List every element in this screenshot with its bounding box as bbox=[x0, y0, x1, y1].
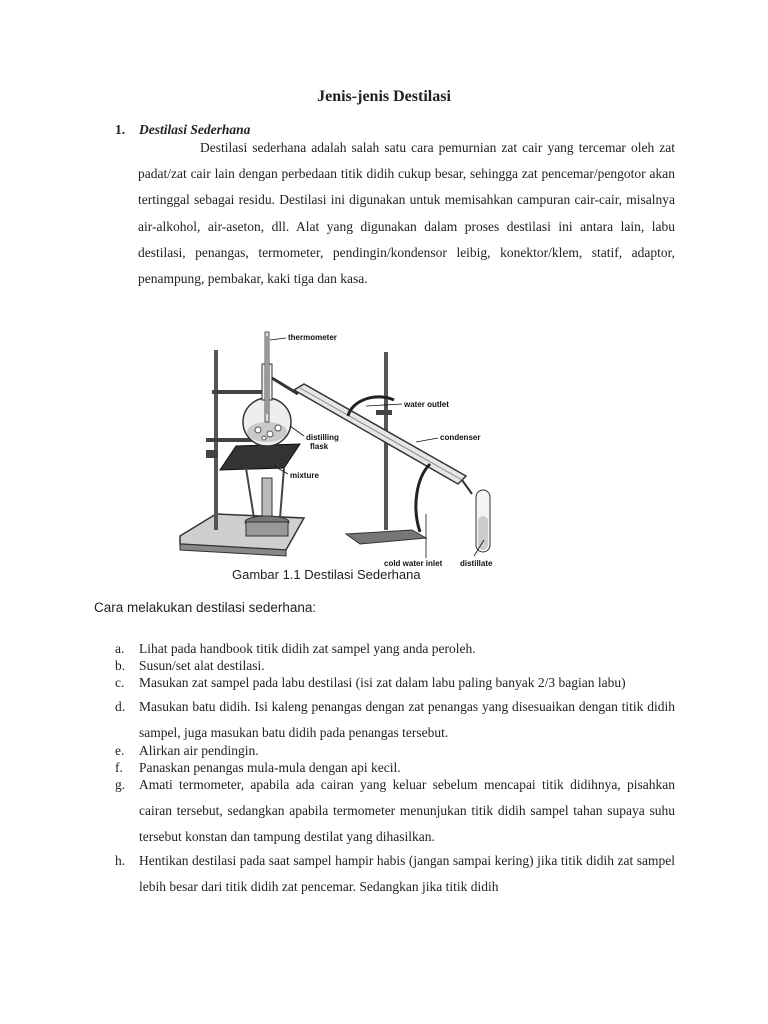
list-item-text: Amati termometer, apabila ada cairan yang keluar sebelum mencapai titik didihnya, pisahkan cairan tersebut, sedangkan apabila termometer menunjukan titik didih sampel tahan supaya suhu tersebut konstan dan tampung destilat yang dihasilkan. bbox=[139, 777, 675, 844]
list-item-letter: b. bbox=[115, 658, 126, 673]
list-item-letter: f. bbox=[115, 760, 123, 775]
list-item bbox=[115, 772, 675, 850]
list-item-letter: e. bbox=[115, 743, 125, 758]
label-condenser: condenser bbox=[440, 433, 481, 442]
label-mixture: mixture bbox=[290, 471, 319, 480]
list-item-text: Lihat pada handbook titik didih zat sampel yang anda peroleh. bbox=[139, 641, 476, 656]
list-item bbox=[115, 694, 675, 746]
list-item-letter: c. bbox=[115, 675, 125, 690]
label-cold-water-inlet: cold water inlet bbox=[384, 559, 443, 568]
list-item-text: Susun/set alat destilasi. bbox=[139, 658, 265, 673]
label-thermometer: thermometer bbox=[288, 333, 337, 342]
steps-list bbox=[115, 640, 675, 900]
list-item-letter: d. bbox=[115, 699, 126, 714]
label-water-outlet: water outlet bbox=[404, 400, 449, 409]
steps-intro: Cara melakukan destilasi sederhana: bbox=[94, 600, 317, 615]
section-number: 1. bbox=[115, 122, 126, 137]
section-heading-text: Destilasi Sederhana bbox=[139, 122, 251, 137]
list-item-text: Hentikan destilasi pada saat sampel hampir habis (jangan sampai kering) jika titik didih zat sampel lebih besar dari titik didih zat pencemar. Sedangkan jika titik didih bbox=[139, 853, 675, 894]
section-paragraph: Destilasi sederhana adalah salah satu cara pemurnian zat cair yang tercemar oleh zat padat/zat cair lain dengan perbedaan titik didih cukup besar, sehingga zat pencemar/pengotor akan tertinggal sebagai residu. Destilasi ini digunakan untuk memisahkan campuran cair-cair, misalnya air-alkohol, air-aseton, dll. Alat yang digunakan dalam proses destilasi ini antara lain, labu destilasi, penangas, termometer, pendingin/kondensor leibig, konektor/klem, statif, adaptor, penampung, pembakar, kaki tiga dan kasa. bbox=[138, 140, 675, 287]
list-item-text: Masukan zat sampel pada labu destilasi (isi zat dalam labu paling banyak 2/3 bagian labu) bbox=[139, 675, 626, 690]
document-title: Jenis-jenis Destilasi bbox=[317, 88, 451, 105]
list-item-text: Masukan batu didih. Isi kaleng penangas dengan zat penangas yang disesuaikan dengan titik didih sampel, juga masukan batu didih pada penangas tersebut. bbox=[139, 699, 675, 740]
list-item bbox=[115, 670, 675, 696]
label-distillate: distillate bbox=[460, 559, 493, 568]
list-item-letter: a. bbox=[115, 641, 125, 656]
figure-caption: Gambar 1.1 Destilasi Sederhana bbox=[232, 567, 421, 582]
label-flask: flask bbox=[310, 442, 329, 451]
list-item bbox=[115, 848, 675, 900]
list-item bbox=[115, 640, 675, 657]
list-item-text: Alirkan air pendingin. bbox=[139, 743, 259, 758]
distillation-apparatus-figure bbox=[176, 318, 516, 573]
list-item bbox=[115, 742, 675, 759]
list-item-letter: g. bbox=[115, 777, 126, 792]
list-item-letter: h. bbox=[115, 853, 126, 868]
label-distilling: distilling bbox=[306, 433, 339, 442]
list-item-text: Panaskan penangas mula-mula dengan api kecil. bbox=[139, 760, 401, 775]
